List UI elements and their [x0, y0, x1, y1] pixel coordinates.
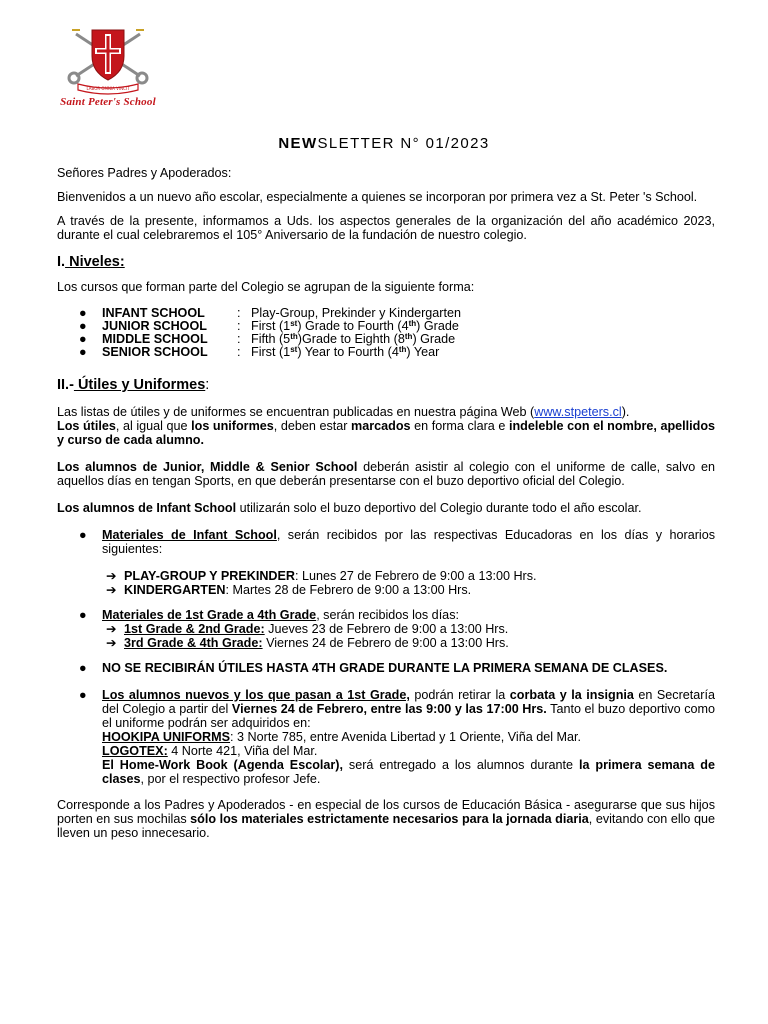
- section-1-title: Niveles:: [65, 254, 125, 270]
- marking-paragraph: Los útiles, al igual que los uniformes, deben estar marcados en forma clara e indeleble con el nombre, apellidos y curso de cada alumno.: [57, 419, 716, 447]
- bullet-icon: ●: [79, 661, 87, 675]
- list-item: ● SENIOR SCHOOL : First (1st) Year to Fourth (4th) Year: [79, 345, 440, 359]
- arrow-icon: ➔: [106, 583, 117, 597]
- homework-book: El Home-Work Book (Agenda Escolar), será entregado a los alumnos durante la primera semana de clases, por el respectivo profesor Jefe.: [102, 758, 715, 786]
- title-number: N° 01/2023: [400, 135, 490, 152]
- uniform-paragraph: Los alumnos de Junior, Middle & Senior School deberán asistir al colegio con el uniforme de calle, salvo en aquellos días en tengan Sports, en que deberán presentarse con el buzo deportivo oficial del Colegio.: [57, 460, 715, 488]
- list-item: ● Materiales de 1st Grade a 4th Grade, serán recibidos los días:: [79, 608, 459, 622]
- arrow-icon: ➔: [106, 636, 117, 650]
- section-1-number: I.: [57, 254, 66, 270]
- levels-list: [57, 307, 715, 359]
- store-hookipa: HOOKIPA UNIFORMS: 3 Norte 785, entre Avenida Libertad y 1 Oriente, Viña del Mar.: [102, 730, 582, 744]
- bullet-icon: ●: [79, 306, 87, 320]
- bullet-icon: ●: [79, 528, 87, 542]
- list-item: ● JUNIOR SCHOOL : First (1st) Grade to Fourth (4th) Grade: [79, 319, 459, 333]
- infant-paragraph: Los alumnos de Infant School utilizarán solo el buzo deportivo del Colegio durante todo el año escolar.: [57, 501, 642, 515]
- bullet-icon: ●: [79, 332, 87, 346]
- section-2-number: II.-: [57, 377, 74, 393]
- store-logotex: LOGOTEX: 4 Norte 421, Viña del Mar.: [102, 744, 318, 758]
- title-middle: SLETTER: [317, 135, 401, 152]
- logo-school-name: Saint Peter's School: [60, 96, 156, 108]
- bullet-icon: ●: [79, 608, 87, 622]
- warning-text: NO SE RECIBIRÁN ÚTILES HASTA 4TH GRADE DURANTE LA PRIMERA SEMANA DE CLASES.: [102, 661, 668, 675]
- arrow-icon: ➔: [106, 569, 117, 583]
- list-item: ● MIDDLE SCHOOL : Fifth (5th)Grade to Eighth (8th) Grade: [79, 332, 456, 346]
- levels-lead: Los cursos que forman parte del Colegio se agrupan de la siguiente forma:: [57, 280, 475, 294]
- list-item: ● INFANT SCHOOL : Play-Group, Prekinder y Kindergarten: [79, 306, 461, 320]
- list-item: ➔ PLAY-GROUP Y PREKINDER: Lunes 27 de Febrero de 9:00 a 13:00 Hrs.: [106, 569, 537, 583]
- lists-paragraph: Las listas de útiles y de uniformes se encuentran publicadas en nuestra página Web (www.stpeters.cl).: [57, 405, 630, 419]
- section-2-title: Útiles y Uniformes: [73, 377, 206, 393]
- bullet-icon: ●: [79, 345, 87, 359]
- list-item: ● Los alumnos nuevos y los que pasan a 1st Grade, podrán retirar la corbata y la insignia en Secretaría del Colegio a partir del Viernes 24 de Febrero, entre las 9:00 y las 17:00 Hrs. Tanto el buzo deportivo como el uniforme podrán ser adquiridos en:: [79, 688, 716, 730]
- logo-banner-text: LABOR OMNIA VINCIT: [86, 86, 130, 91]
- bullet-icon: ●: [79, 319, 87, 333]
- bullet-icon: ●: [79, 688, 87, 702]
- website-link[interactable]: www.stpeters.cl: [534, 405, 622, 419]
- list-item: ➔ 3rd Grade & 4th Grade: Viernes 24 de Febrero de 9:00 a 13:00 Hrs.: [106, 636, 509, 650]
- list-item: ➔ 1st Grade & 2nd Grade: Jueves 23 de Febrero de 9:00 a 13:00 Hrs.: [106, 622, 509, 636]
- page-title: [0, 136, 768, 152]
- title-prefix: NEW: [278, 135, 318, 152]
- arrow-icon: ➔: [106, 622, 117, 636]
- school-logo: [52, 26, 164, 112]
- section-1-heading: [57, 254, 715, 270]
- section-2-heading: II.- Útiles y Uniformes:: [57, 377, 210, 393]
- list-item: ➔ KINDERGARTEN: Martes 28 de Febrero de 9:00 a 13:00 Hrs.: [106, 583, 472, 597]
- newsletter-body: [57, 166, 715, 840]
- greeting: Señores Padres y Apoderados:: [57, 166, 232, 180]
- crest-icon: [52, 26, 164, 96]
- list-item: [57, 661, 715, 675]
- intro-paragraph-2: A través de la presente, informamos a Uds. los aspectos generales de la organización del año académico 2023, durante el cual celebraremos el 105° Aniversario de la fundación de nuestro colegio.: [57, 214, 715, 242]
- intro-paragraph: Bienvenidos a un nuevo año escolar, especialmente a quienes se incorporan por primera vez a St. Peter 's School.: [57, 190, 698, 204]
- closing-paragraph: Corresponde a los Padres y Apoderados - en especial de los cursos de Educación Básica - asegurarse que sus hijos porten en sus mochilas sólo los materiales estrictamente necesarios para la jornada diaria, evitando con ello que lleven un peso innecesario.: [57, 798, 715, 840]
- list-item: ● Materiales de Infant School, serán recibidos por las respectivas Educadoras en los días y horarios siguientes:: [79, 528, 715, 556]
